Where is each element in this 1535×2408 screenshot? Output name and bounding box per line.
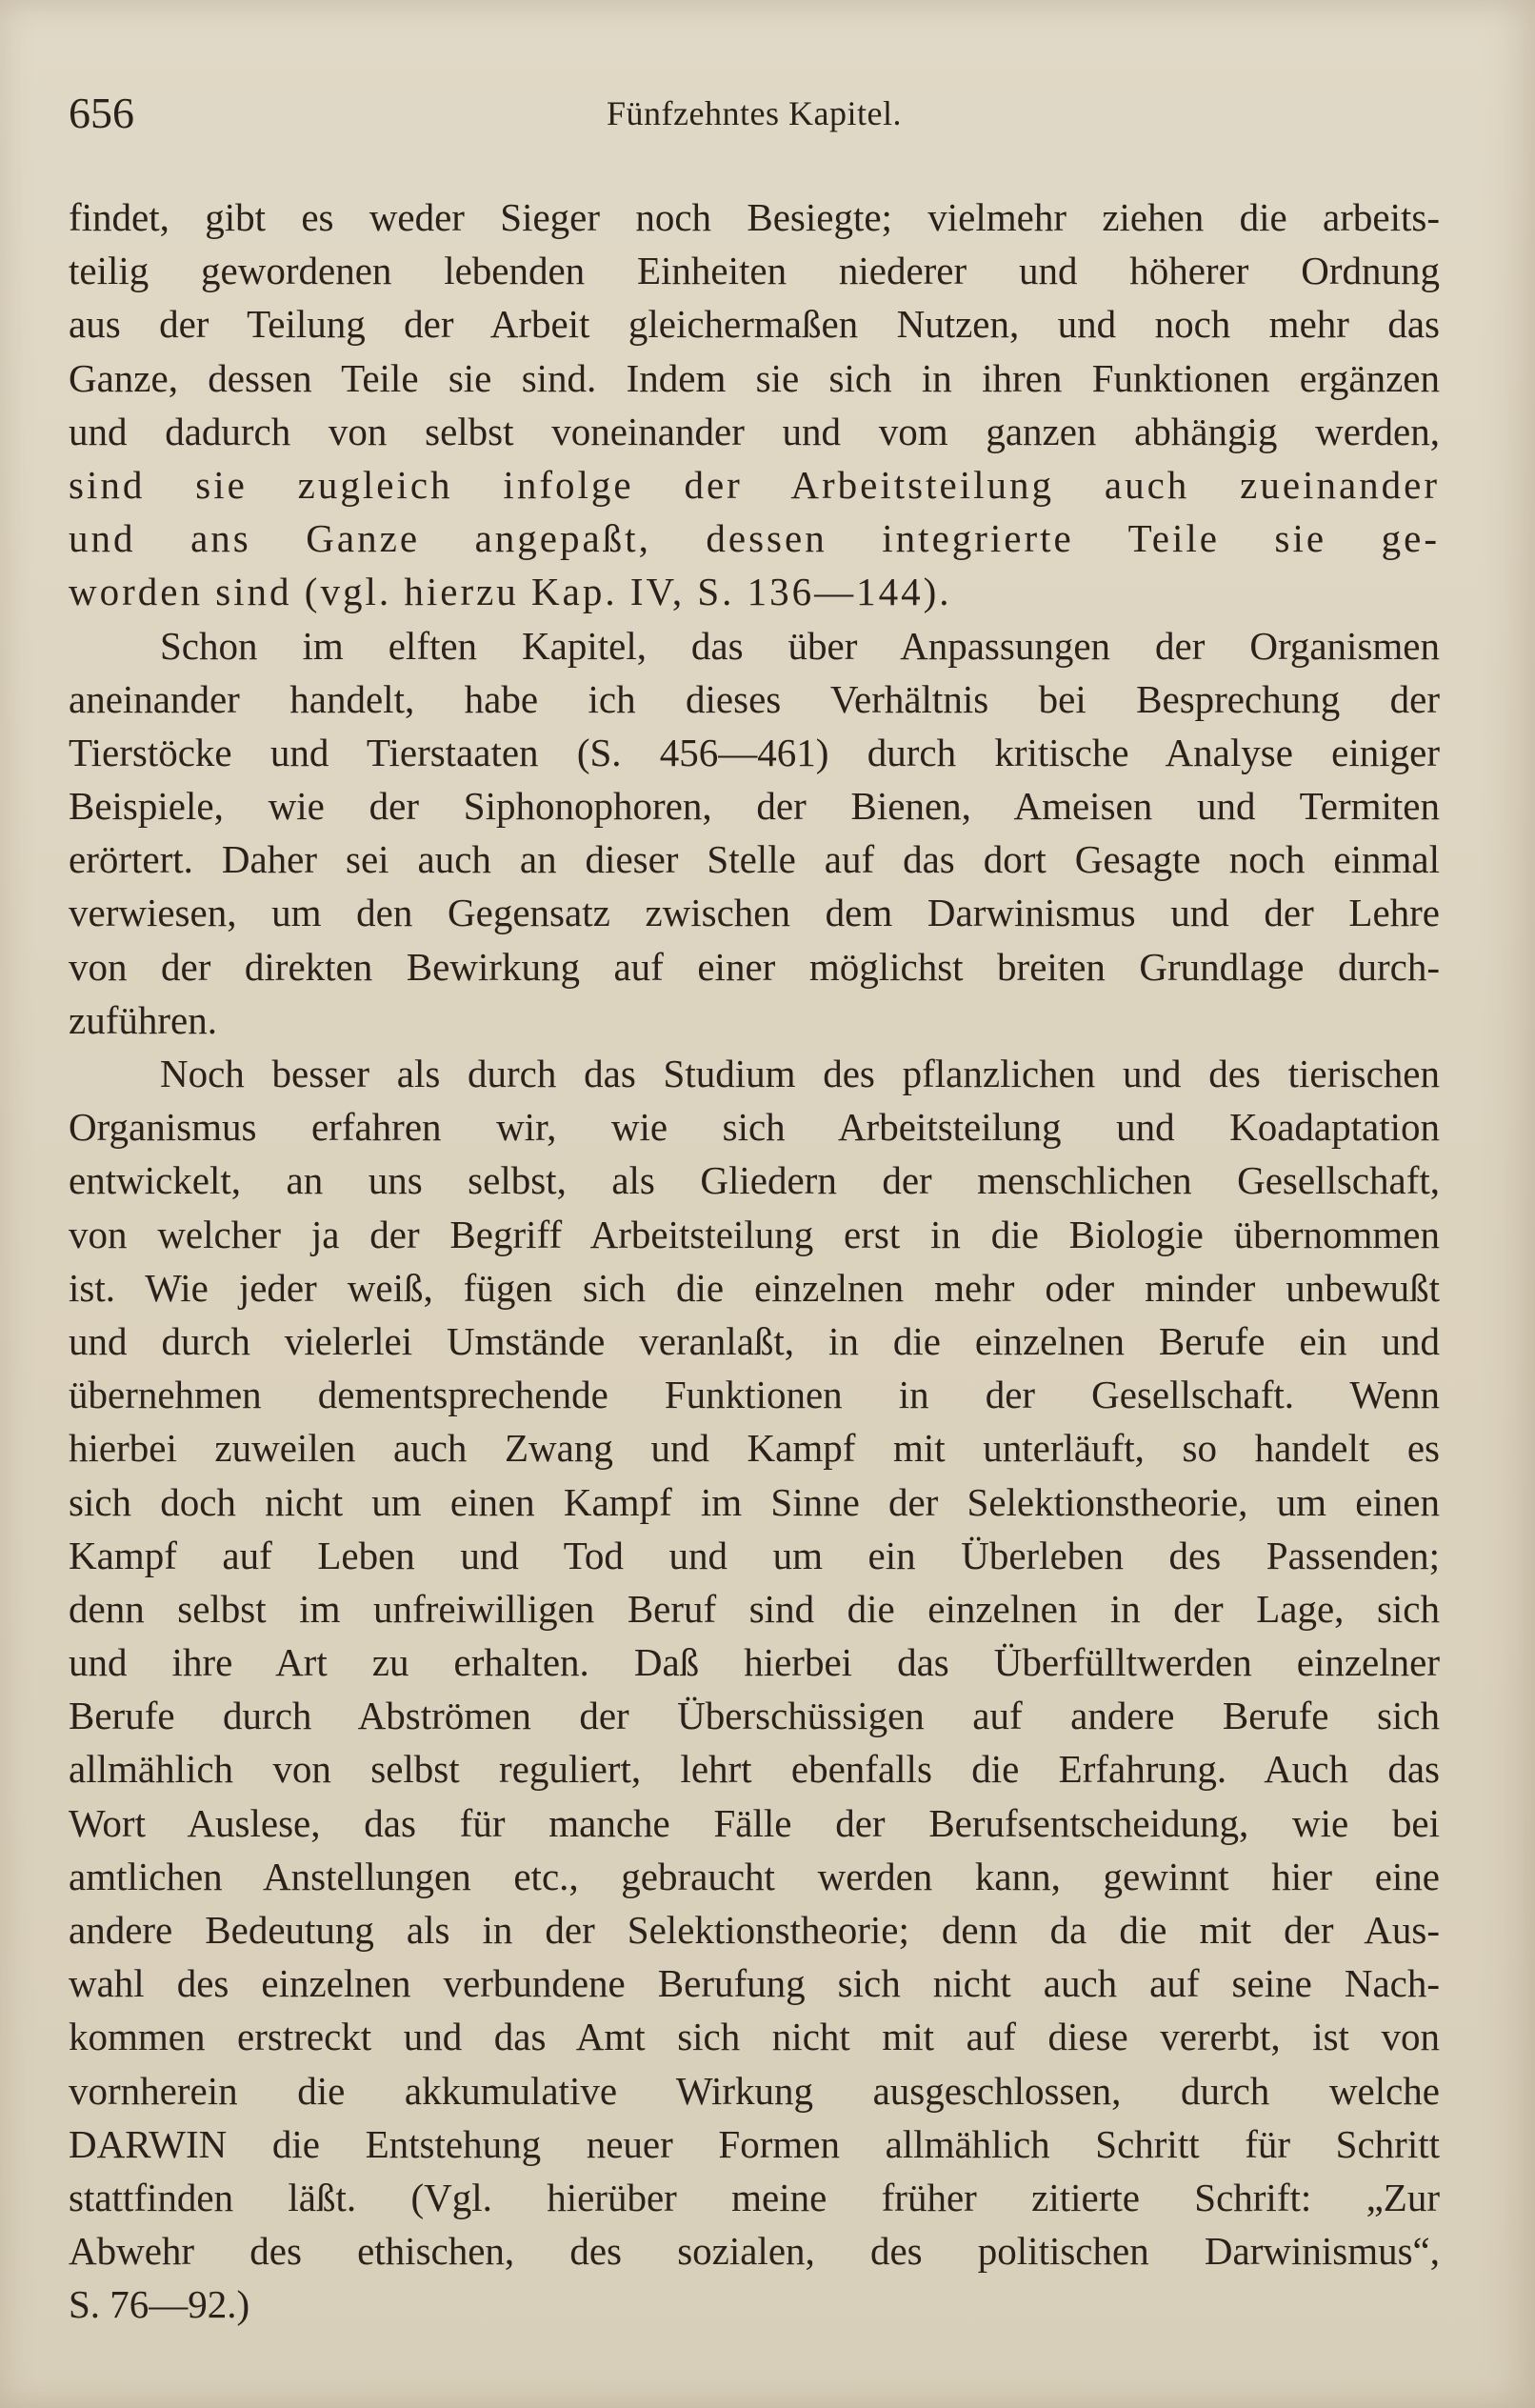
text-line: denn selbst im unfreiwilligen Beruf sind die einzelnen in der Lage, sich — [69, 1586, 1440, 1631]
text-line: aus der Teilung der Arbeit gleichermaßen Nutzen, und noch mehr das — [69, 302, 1440, 347]
text-line: Ganze, dessen Teile sie sind. Indem sie sich in ihren Funktionen ergänzen — [69, 355, 1440, 400]
text-line: Abwehr des ethischen, des sozialen, des politischen Darwinismus“, — [69, 2229, 1440, 2274]
text-line: allmählich von selbst reguliert, lehrt ebenfalls die Erfahrung. Auch das — [69, 1747, 1440, 1792]
text-line: Noch besser als durch das Studium des pflanzlichen und des tierischen — [160, 1052, 1440, 1095]
text-line: von welcher ja der Begriff Arbeitsteilung erst in die Biologie übernommen — [69, 1212, 1440, 1256]
text-line: findet, gibt es weder Sieger noch Besiegte; vielmehr ziehen die arbeits- — [69, 195, 1440, 239]
body-text — [69, 191, 1440, 2332]
page-header — [69, 88, 1440, 145]
running-head: Fünfzehntes Kapitel. — [607, 94, 902, 132]
text-line: zuführen. — [69, 997, 217, 1042]
text-line: worden sind (vgl. hierzu Kap. IV, S. 136—144). — [69, 570, 952, 614]
text-line: S. 76—92.) — [69, 2282, 250, 2327]
text-line: Tierstöcke und Tierstaaten (S. 456—461) durch kritische Analyse einiger — [69, 730, 1440, 774]
text-line: übernehmen dementsprechende Funktionen in der Gesellschaft. Wenn — [69, 1373, 1440, 1417]
text-line: Beispiele, wie der Siphonophoren, der Bienen, Ameisen und Termiten — [69, 784, 1440, 829]
text-line: sind sie zugleich infolge der Arbeitsteilung auch zueinander — [69, 462, 1440, 507]
text-line: stattfinden läßt. (Vgl. hierüber meine früher zitierte Schrift: „Zur — [69, 2175, 1440, 2219]
text-line: vornherein die akkumulative Wirkung ausgeschlossen, durch welche — [69, 2068, 1440, 2113]
text-line: und dadurch von selbst voneinander und vom ganzen abhängig werden, — [69, 409, 1440, 453]
text-line: kommen erstreckt und das Amt sich nicht mit auf diese vererbt, ist von — [69, 2015, 1440, 2059]
text-line: verwiesen, um den Gegensatz zwischen dem Darwinismus und der Lehre — [69, 891, 1440, 935]
text-line: wahl des einzelnen verbundene Berufung sich nicht auch auf seine Nach- — [69, 1961, 1440, 2006]
text-line: andere Bedeutung als in der Selektionstheorie; denn da die mit der Aus- — [69, 1908, 1440, 1952]
text-line: DARWIN die Entstehung neuer Formen allmählich Schritt für Schritt — [69, 2121, 1440, 2166]
text-line: Organismus erfahren wir, wie sich Arbeitsteilung und Koadaptation — [69, 1105, 1440, 1150]
text-line: hierbei zuweilen auch Zwang und Kampf mit unterläuft, so handelt es — [69, 1426, 1440, 1471]
text-line: und ihre Art zu erhalten. Daß hierbei das Überfülltwerden einzelner — [69, 1640, 1440, 1685]
text-line: Schon im elften Kapitel, das über Anpassungen der Organismen — [160, 623, 1440, 668]
text-line: teilig gewordenen lebenden Einheiten niederer und höherer Ordnung — [69, 249, 1440, 293]
text-line: amtlichen Anstellungen etc., gebraucht werden kann, gewinnt hier eine — [69, 1854, 1440, 1898]
text-line: von der direkten Bewirkung auf einer möglichst breiten Grundlage durch- — [69, 944, 1440, 989]
page-number: 656 — [69, 89, 134, 137]
text-line: sich doch nicht um einen Kampf im Sinne der Selektionstheorie, um einen — [69, 1479, 1440, 1524]
text-line: und durch vielerlei Umstände veranlaßt, in die einzelnen Berufe ein und — [69, 1318, 1440, 1363]
text-line: Berufe durch Abströmen der Überschüssigen auf andere Berufe sich — [69, 1694, 1440, 1738]
text-line: Wort Auslese, das für manche Fälle der Berufsentscheidung, wie bei — [69, 1800, 1440, 1845]
text-line: erörtert. Daher sei auch an dieser Stelle auf das dort Gesagte noch einmal — [69, 837, 1440, 882]
text-line: entwickelt, an uns selbst, als Gliedern der menschlichen Gesellschaft, — [69, 1158, 1440, 1203]
text-line: ist. Wie jeder weiß, fügen sich die einzelnen mehr oder minder unbewußt — [69, 1265, 1440, 1310]
text-line: und ans Ganze angepaßt, dessen integrierte Teile sie ge- — [69, 516, 1440, 561]
text-line: aneinander handelt, habe ich dieses Verhältnis bei Besprechung der — [69, 676, 1440, 721]
text-line: Kampf auf Leben und Tod und um ein Überleben des Passenden; — [69, 1533, 1440, 1577]
